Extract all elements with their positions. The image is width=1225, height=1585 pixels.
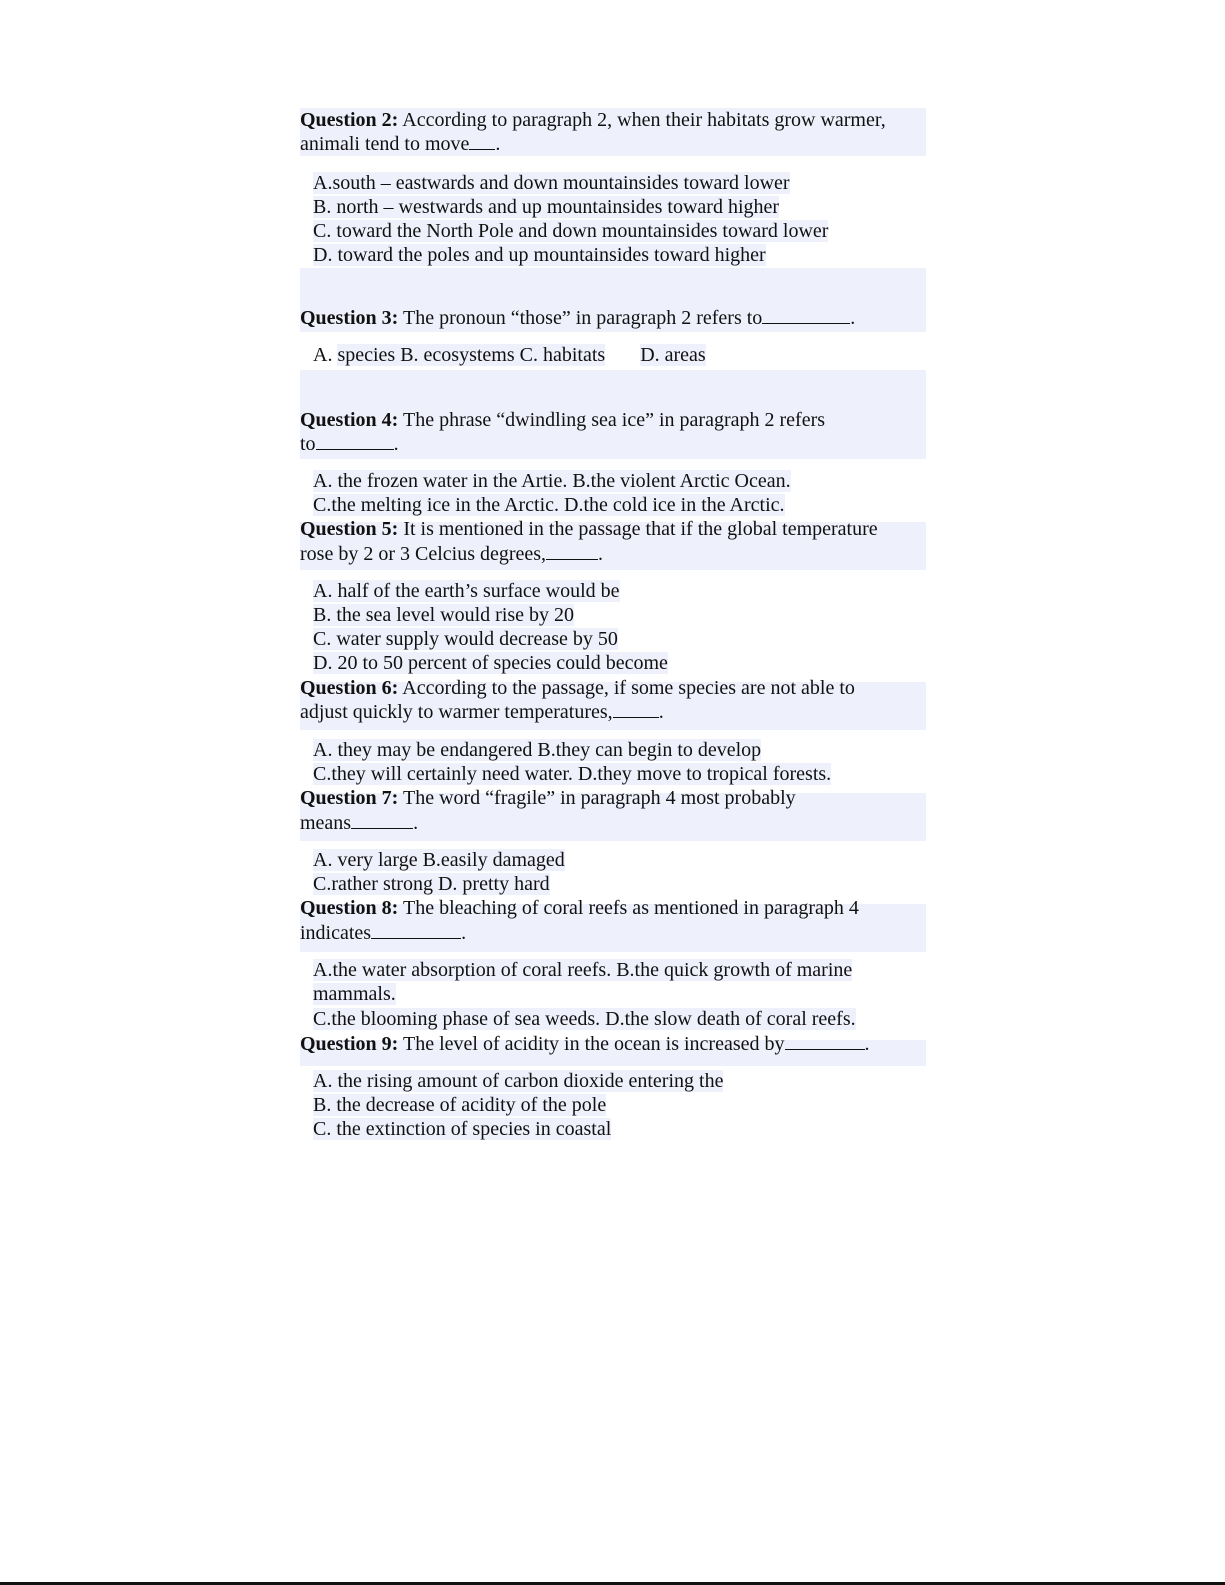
answer-blank [316,431,394,450]
answer-blank [762,305,850,324]
question-4-option-ab: A. the frozen water in the Artie. B.the violent Arctic Ocean. [313,470,791,492]
answer-blank [351,810,413,829]
question-4-stem-cont: to . [300,433,399,455]
question-3-options: A. species B. ecosystems C. habitats D. areas [313,344,706,366]
question-2-option-b: B. north – westwards and up mountainsides toward higher [313,196,780,218]
question-8-stem-cont: indicates . [300,922,467,944]
question-5-option-a: A. half of the earth’s surface would be [313,580,620,602]
question-8-option-cd: C.the blooming phase of sea weeds. D.the slow death of coral reefs. [313,1008,856,1030]
question-2-option-d: D. toward the poles and up mountainsides toward higher [313,244,766,266]
question-7-stem: Question 7: The word “fragile” in paragraph 4 most probably [300,787,796,809]
question-2-stem: Question 2: According to paragraph 2, when their habitats grow warmer, [300,109,886,131]
question-7-option-cd: C.rather strong D. pretty hard [313,873,550,895]
question-2-option-a: A.south – eastwards and down mountainsides toward lower [313,172,790,194]
question-9-stem: Question 9: The level of acidity in the ocean is increased by . [300,1033,870,1055]
question-8-option-ab-cont: mammals. [313,983,396,1005]
question-9-option-a: A. the rising amount of carbon dioxide entering the [313,1070,724,1092]
answer-blank [371,920,461,939]
question-9-option-c: C. the extinction of species in coastal [313,1118,612,1140]
question-9-option-b: B. the decrease of acidity of the pole [313,1094,607,1116]
question-5-stem-cont: rose by 2 or 3 Celcius degrees, . [300,543,604,565]
answer-blank [469,131,495,150]
question-5-option-d: D. 20 to 50 percent of species could become [313,652,668,674]
question-5-option-c: C. water supply would decrease by 50 [313,628,618,650]
answer-blank [785,1031,865,1050]
question-6-option-cd: C.they will certainly need water. D.they move to tropical forests. [313,763,832,785]
question-2-option-c: C. toward the North Pole and down mountainsides toward lower [313,220,829,242]
question-3-stem: Question 3: The pronoun “those” in paragraph 2 refers to . [300,307,856,329]
question-8-option-ab: A.the water absorption of coral reefs. B.the quick growth of marine [313,959,853,981]
question-5-option-b: B. the sea level would rise by 20 [313,604,575,626]
question-7-stem-cont: means . [300,812,419,834]
answer-blank [613,699,659,718]
question-7-option-ab: A. very large B.easily damaged [313,849,565,871]
answer-blank [546,541,598,560]
question-8-stem: Question 8: The bleaching of coral reefs as mentioned in paragraph 4 [300,897,859,919]
question-4-option-cd: C.the melting ice in the Arctic. D.the cold ice in the Arctic. [313,494,785,516]
question-2-stem-cont: animali tend to move . [300,133,501,155]
question-6-stem: Question 6: According to the passage, if some species are not able to [300,677,855,699]
question-label: Question 2: [300,109,399,131]
question-4-stem: Question 4: The phrase “dwindling sea ice” in paragraph 2 refers [300,409,826,431]
question-6-stem-cont: adjust quickly to warmer temperatures, . [300,701,664,723]
question-6-option-ab: A. they may be endangered B.they can begin to develop [313,739,762,761]
question-5-stem: Question 5: It is mentioned in the passage that if the global temperature [300,518,878,540]
